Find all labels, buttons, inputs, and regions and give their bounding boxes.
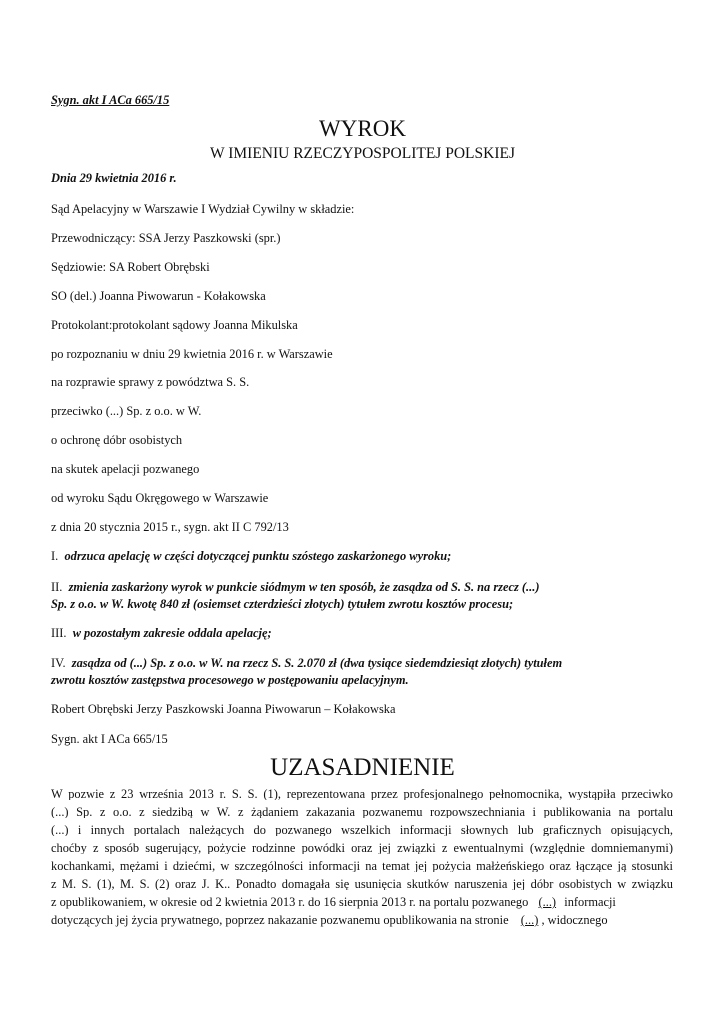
- ruling-text: zmienia zaskarżony wyrok w punkcie siódmym w ten sposób, że zasądza od S. S. na rzecz (...): [68, 580, 540, 594]
- ruling-text: odrzuca apelację w części dotyczącej punktu szóstego zaskarżonego wyroku;: [64, 549, 452, 563]
- court-line: na rozprawie sprawy z powództwa S. S.: [51, 375, 250, 389]
- redacted-text: (...): [538, 895, 557, 909]
- court-line: przeciwko (...) Sp. z o.o. w W.: [51, 404, 202, 418]
- signatures: Robert Obrębski Jerzy Paszkowski Joanna Piwowarun – Kołakowska: [51, 702, 396, 716]
- paragraph-line: kochankami, mężami i dziećmi, w szczególności informacji na temat jej pożycia małżeńskiego oraz łączące ją stosunki: [51, 860, 673, 873]
- ruling-date: Dnia 29 kwietnia 2016 r.: [51, 171, 177, 185]
- court-line: po rozpoznaniu w dniu 29 kwietnia 2016 r. w Warszawie: [51, 347, 333, 361]
- ruling-text: zwrotu kosztów zastępstwa procesowego w postępowaniu apelacyjnym.: [51, 673, 409, 687]
- document-subtitle: W IMIENIU RZECZYPOSPOLITEJ POLSKIEJ: [210, 145, 515, 162]
- case-signature-bottom: Sygn. akt I ACa 665/15: [51, 732, 168, 746]
- court-line: Sędziowie: SA Robert Obrębski: [51, 260, 210, 274]
- ruling-number: II.: [51, 580, 63, 594]
- ruling-number: IV.: [51, 656, 66, 670]
- ruling-item: [51, 657, 562, 669]
- ruling-text: Sp. z o.o. w W. kwotę 840 zł (osiemset czterdzieści złotych) tytułem zwrotu kosztów procesu;: [51, 597, 514, 611]
- ruling-item: [51, 581, 539, 593]
- ruling-text: w pozostałym zakresie oddala apelację;: [72, 626, 272, 640]
- court-line: na skutek apelacji pozwanego: [51, 462, 200, 476]
- ruling-item: [51, 627, 272, 639]
- paragraph-line: dotyczących jej życia prywatnego, poprzez nakazanie pozwanemu opublikowania na stronie (...) , widocznego: [51, 913, 608, 927]
- court-line: SO (del.) Joanna Piwowarun - Kołakowska: [51, 289, 266, 303]
- court-line: Przewodniczący: SSA Jerzy Paszkowski (spr.): [51, 231, 281, 245]
- paragraph-line: (...) Sp. z o.o. z siedzibą w W. z żądaniem zakazania pozwanemu rozpowszechniania i publikowania na portalu: [51, 806, 673, 819]
- paragraph-line: z opublikowaniem, w okresie od 2 kwietnia 2013 r. do 16 sierpnia 2013 r. na portalu pozwanego (...) informacji: [51, 895, 616, 909]
- paragraph-line: choćby z sposób sugerujący, pożycie rodzinne powódki oraz jej związki z ewentualnymi (względnie domniemanymi): [51, 842, 673, 855]
- paragraph-line: W pozwie z 23 września 2013 r. S. S. (1), reprezentowana przez profesjonalnego pełnomocnika, wystąpiła przeciwko: [51, 788, 673, 801]
- court-line: od wyroku Sądu Okręgowego w Warszawie: [51, 491, 269, 505]
- ruling-number: III.: [51, 626, 67, 640]
- paragraph-line: z M. S. (1), M. S. (2) oraz J. K.. Ponadto domagała się usunięcia skutków naruszenia jej dóbr osobistych w związku: [51, 878, 673, 891]
- court-line: o ochronę dóbr osobistych: [51, 433, 183, 447]
- document-title: WYROK: [319, 116, 406, 141]
- ruling-item: [51, 550, 451, 562]
- ruling-text: zasądza od (...) Sp. z o.o. w W. na rzecz S. S. 2.070 zł (dwa tysiące siedemdziesiąt złotych) tytułem: [71, 656, 563, 670]
- court-line: Protokolant:protokolant sądowy Joanna Mikulska: [51, 318, 298, 332]
- paragraph-line: (...) i innych portalach należących do pozwanego wszelkich informacji słownych lub graficznych opisujących,: [51, 824, 673, 837]
- justification-title: UZASADNIENIE: [270, 754, 455, 781]
- redacted-text: (...): [520, 913, 539, 927]
- ruling-number: I.: [51, 549, 59, 563]
- court-line: Sąd Apelacyjny w Warszawie I Wydział Cywilny w składzie:: [51, 202, 355, 216]
- case-signature-top: Sygn. akt I ACa 665/15: [51, 93, 170, 107]
- court-line: z dnia 20 stycznia 2015 r., sygn. akt II C 792/13: [51, 520, 289, 534]
